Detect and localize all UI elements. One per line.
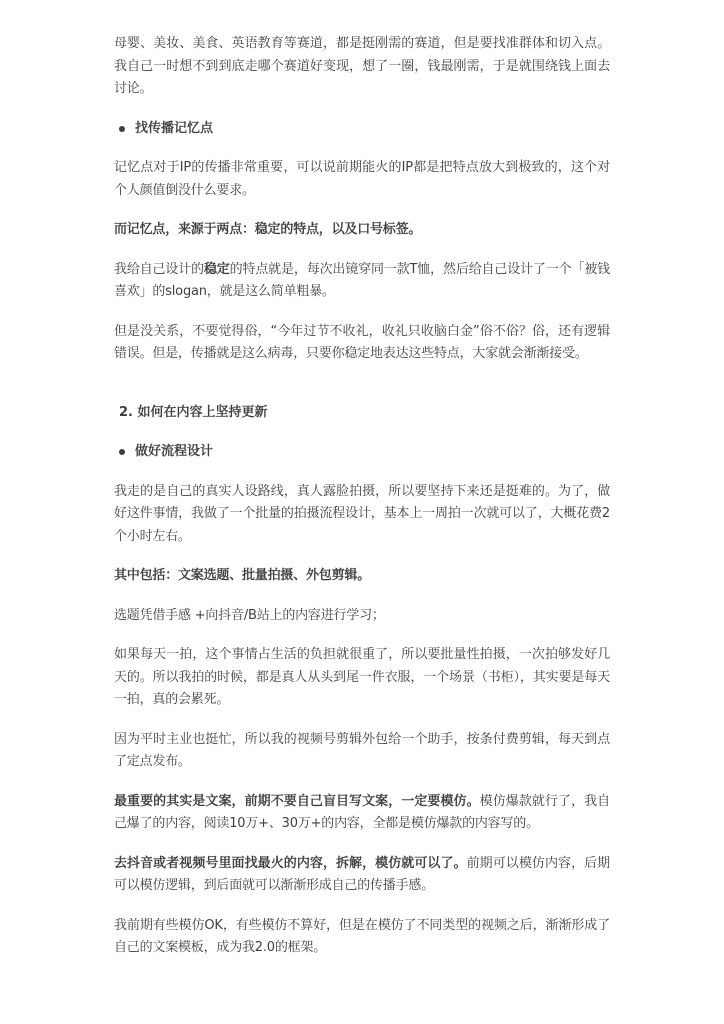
stable-feature-paragraph <box>114 259 610 304</box>
includes-paragraph: 其中包括：文案选题、批量拍摄、外包剪辑。 <box>114 568 371 583</box>
section-heading-update: 2. 如何在内容上坚持更新 <box>119 404 268 420</box>
memory-point-paragraph: 记忆点对于IP的传播非常重要，可以说前期能火的IP都是把特点放大到极致的，这个对个人颜值倒没什么要求。 <box>114 160 610 198</box>
topic-selection-paragraph: 选题凭借手感 +向抖音/B站上的内容进行学习； <box>114 607 385 623</box>
stable-feature-text-b: 的特点就是，每次出镜穿同一款T恤，然后给自己设计了一个「被钱喜欢」的slogan，就是这么简单粗暴。 <box>114 261 610 299</box>
copywriting-rest: 模仿爆款就行了，我自己爆了的内容，阅读10万+、30万+的内容，全都是模仿爆款的内容写的。 <box>114 793 610 831</box>
bullet-memory-point <box>114 118 610 141</box>
imitate-rest: 前期可以模仿内容，后期可以模仿逻辑，到后面就可以渐渐形成自己的传播手感。 <box>114 855 610 893</box>
copywriting-bold: 最重要的其实是文案，前期不要自己盲目写文案，一定要模仿。 <box>114 793 480 809</box>
vulgar-ok-paragraph: 但是没关系，不要觉得俗，“今年过节不收礼，收礼只收脑白金”俗不俗？俗，还有逻辑错误。但是，传播就是这么病毒，只要你稳定地表达这些特点，大家就会渐渐接受。 <box>114 323 610 361</box>
copywriting-paragraph <box>114 791 610 836</box>
bullet-memory-point-label: 找传播记忆点 <box>135 120 214 136</box>
stable-feature-text-a: 我给自己设计的 <box>114 261 204 277</box>
batch-shooting-paragraph: 如果每天一拍，这个事情占生活的负担就很重了，所以要批量性拍摄，一次拍够发好几天的。所以我拍的时候，都是真人从头到尾一件衣服，一个场景（书柜），其实要是每天一拍，真的会累死。 <box>114 647 610 707</box>
imitate-bold: 去抖音或者视频号里面找最火的内容，拆解，模仿就可以了。 <box>114 855 467 871</box>
bullet-process-design-label: 做好流程设计 <box>135 444 214 459</box>
real-person-paragraph: 我走的是自己的真实人设路线，真人露脸拍摄，所以要坚持下来还是挺难的。为了，做好这件事情，我做了一个批量的拍摄流程设计，基本上一周拍一次就可以了，大概花费2个小时左右。 <box>114 483 610 544</box>
bullet-process-design <box>114 441 610 464</box>
memory-source-paragraph: 而记忆点，来源于两点：稳定的特点，以及口号标签。 <box>114 222 422 237</box>
outsourced-editing-paragraph: 因为平时主业也挺忙，所以我的视频号剪辑外包给一个助手，按条付费剪辑，每天到点了定点发布。 <box>114 731 610 769</box>
bullet-dot-icon <box>119 449 125 455</box>
imitate-hot-content-paragraph <box>114 853 610 898</box>
article-body <box>114 33 610 977</box>
intro-paragraph: 母婴、美妆、美食、英语教育等赛道，都是挺刚需的赛道，但是要找准群体和切入点。我自己一时想不到到底走哪个赛道好变现，想了一圈，钱最刚需，于是就围绕钱上面去讨论。 <box>114 36 610 96</box>
bullet-dot-icon <box>119 126 125 132</box>
stable-feature-bold: 稳定 <box>203 261 230 277</box>
template-framework-paragraph: 我前期有些模仿OK，有些模仿不算好，但是在模仿了不同类型的视频之后，渐渐形成了自己的文案模板，成为我2.0的框架。 <box>114 917 610 955</box>
